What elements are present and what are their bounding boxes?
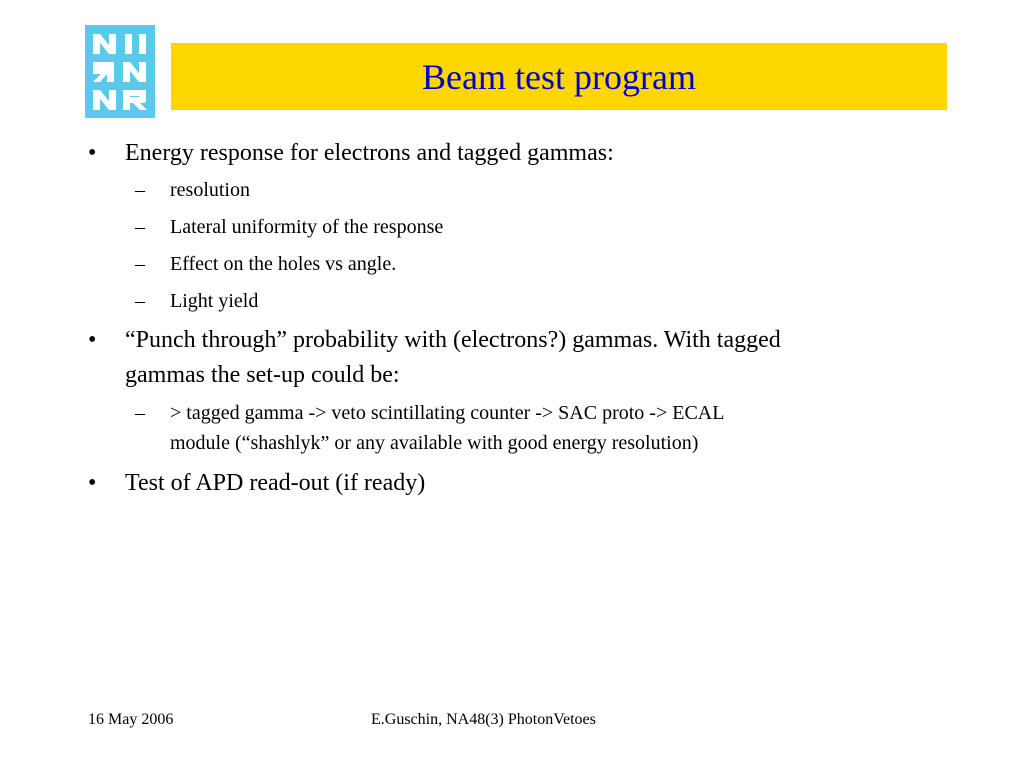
title-bar <box>171 43 947 110</box>
bullet-symbol: • <box>88 327 97 353</box>
footer-author: E.Guschin, NA48(3) PhotonVetoes <box>371 711 596 728</box>
dash-symbol: – <box>135 179 145 201</box>
institute-logo-icon <box>85 25 155 118</box>
bullet-symbol: • <box>88 140 97 166</box>
sub-item-text-line-2: module (“shashlyk” or any available with good energy resolution) <box>170 432 699 454</box>
dash-symbol: – <box>135 402 145 424</box>
sub-item-text: Lateral uniformity of the response <box>170 216 444 238</box>
bullet-text-line-2: gammas the set-up could be: <box>125 362 400 388</box>
sub-item-text: resolution <box>170 179 250 201</box>
dash-symbol: – <box>135 216 145 238</box>
bullet-text: Energy response for electrons and tagged gammas: <box>125 140 614 166</box>
sub-item-text-line-1: > tagged gamma -> veto scintillating counter -> SAC proto -> ECAL <box>170 402 725 424</box>
footer-date: 16 May 2006 <box>88 711 174 728</box>
dash-symbol: – <box>135 290 145 312</box>
dash-symbol: – <box>135 253 145 275</box>
sub-item-text: Effect on the holes vs angle. <box>170 253 397 275</box>
logo-graphic <box>85 25 155 118</box>
bullet-symbol: • <box>88 470 97 496</box>
bullet-text: Test of APD read-out (if ready) <box>125 470 426 496</box>
bullet-text-line-1: “Punch through” probability with (electrons?) gammas. With tagged <box>125 327 781 353</box>
slide-title: Beam test program <box>422 57 696 97</box>
sub-item-text: Light yield <box>170 290 259 312</box>
